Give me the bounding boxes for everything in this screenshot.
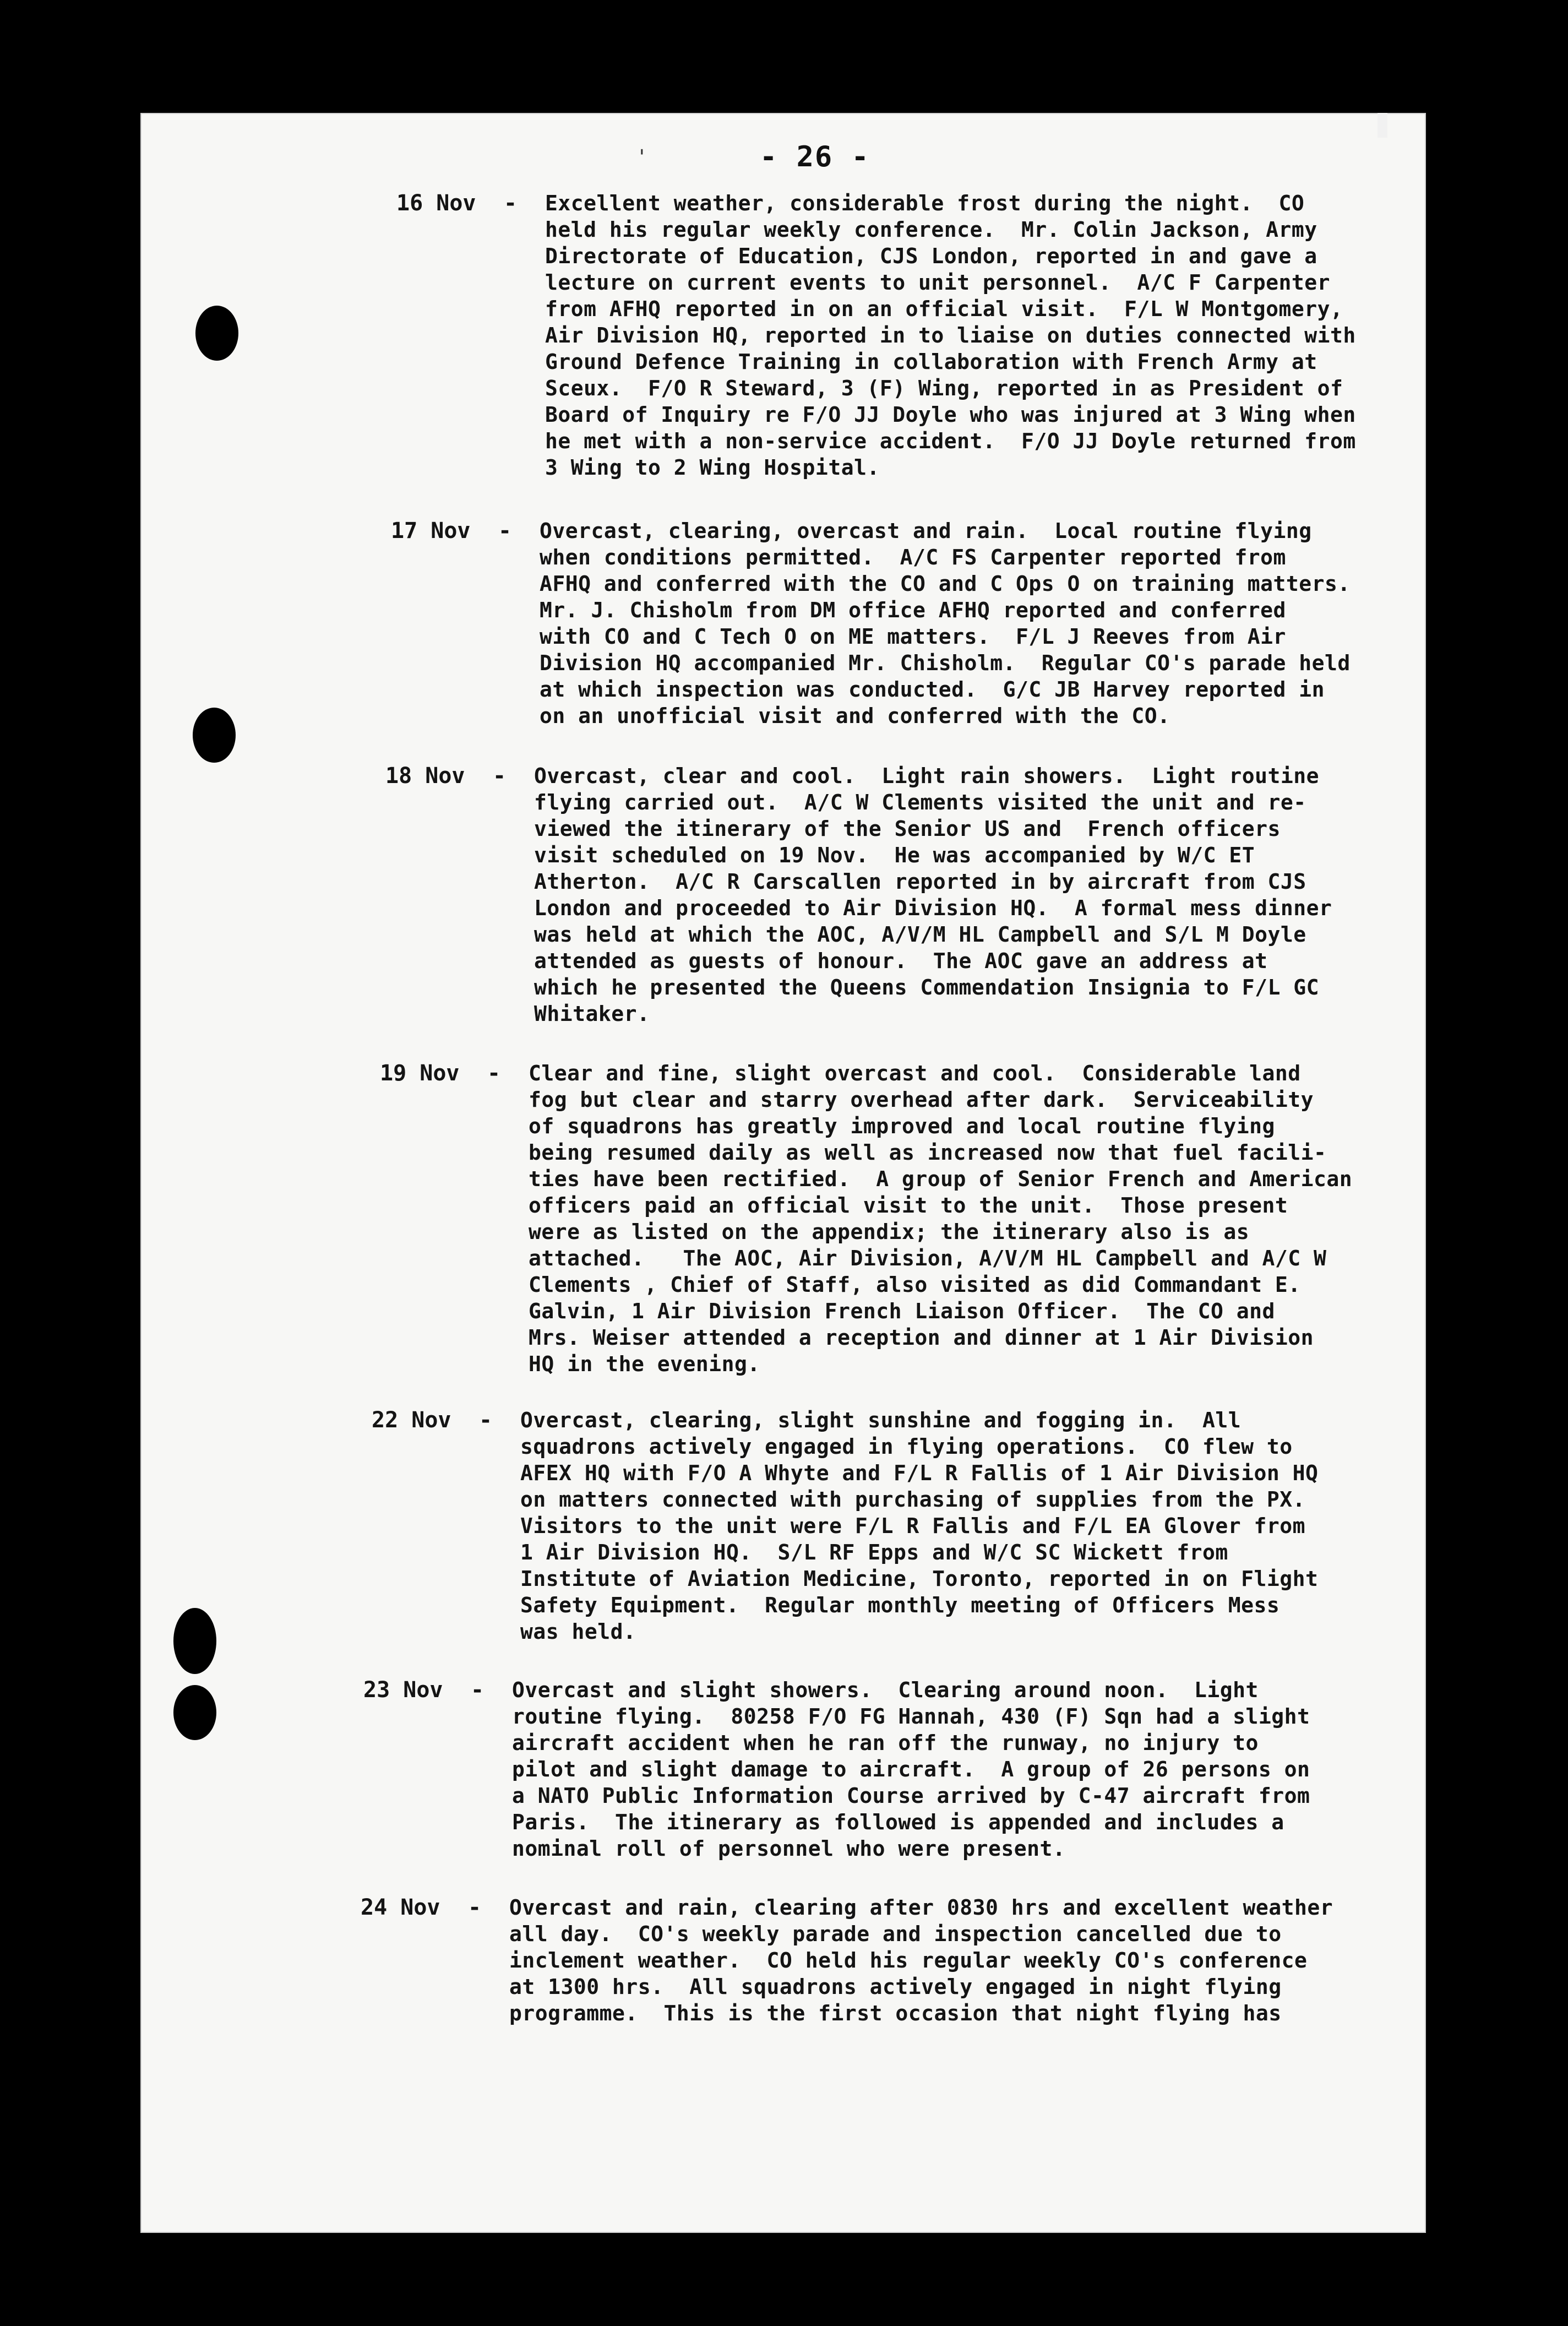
entry-text: Overcast, clear and cool. Light rain showers. Light routine flying carried out. A/C W Clements visited the unit and re- viewed the itinerary of the Senior US and French officers visit scheduled on 19 Nov. He was accompanied by W/C ET Atherton. A/C R Carscallen reported in by aircraft from CJS London and proceeded to Air Division HQ. A formal mess dinner was held at which the AOC, A/V/M HL Campbell and S/L M Doyle attended as guests of honour. The AOC gave an address at which he presented the Queens Commendation Insignia to F/L GC Whitaker. — [534, 764, 1332, 1026]
punch-hole — [193, 708, 236, 763]
entry-dash: - — [487, 1061, 501, 1086]
entry-date: 23 Nov — [363, 1677, 443, 1703]
entry-text: Overcast, clearing, slight sunshine and fogging in. All squadrons actively engaged in flying operations. CO flew to AFEX HQ with F/O A Whyte and F/L R Fallis of 1 Air Division HQ on matters connected with purchasing of supplies from the PX. Visitors to the unit were F/L R Fallis and F/L EA Glover from 1 Air Division HQ. S/L RF Epps and W/C SC Wickett from Institute of Aviation Medicine, Toronto, reported in on Flight Safety Equipment. Regular monthly meeting of Officers Mess was held. — [520, 1408, 1319, 1644]
entry-date: 19 Nov — [380, 1061, 460, 1086]
entry-dash: - — [468, 1895, 482, 1920]
entry-date: 17 Nov — [391, 518, 471, 544]
punch-hole — [195, 306, 238, 361]
margin-mark: ' — [636, 146, 648, 169]
entry-dash: - — [493, 763, 507, 789]
document-page — [140, 113, 1426, 2233]
entry-text: Excellent weather, considerable frost during the night. CO held his regular weekly conference. Mr. Colin Jackson, Army Directorate of Education, CJS London, reported in and gave a lecture on current events to unit personnel. A/C F Carpenter from AFHQ reported in on an official visit. F/L W Montgomery, Air Division HQ, reported in to liaise on duties connected with Ground Defence Training in collaboration with French Army at Sceux. F/O R Steward, 3 (F) Wing, reported in as President of Board of Inquiry re F/O JJ Doyle who was injured at 3 Wing when he met with a non-service accident. F/O JJ Doyle returned from 3 Wing to 2 Wing Hospital. — [545, 191, 1356, 480]
punch-hole — [173, 1608, 216, 1674]
entry-text: Clear and fine, slight overcast and cool. Considerable land fog but clear and starry overhead after dark. Serviceability of squadrons has greatly improved and local routine flying being resumed daily as well as increased now that fuel facili- ties have been rectified. A group of Senior French and American officers paid an official visit to the unit. Those present were as listed on the appendix; the itinerary also is as attached. The AOC, Air Division, A/V/M HL Campbell and A/C W Clements , Chief of Staff, also visited as did Commandant E. Galvin, 1 Air Division French Liaison Officer. The CO and Mrs. Weiser attended a reception and dinner at 1 Air Division HQ in the evening. — [529, 1061, 1353, 1376]
entry-dash: - — [504, 191, 518, 216]
entry-date: 16 Nov — [396, 191, 476, 216]
page-number: - 26 - — [760, 140, 870, 173]
film-edge — [1378, 113, 1387, 138]
punch-hole — [173, 1685, 216, 1740]
entry-text: Overcast, clearing, overcast and rain. Local routine flying when conditions permitted. A/C FS Carpenter reported from AFHQ and conferred with the CO and C Ops O on training matters. Mr. J. Chisholm from DM office AFHQ reported and conferred with CO and C Tech O on ME matters. F/L J Reeves from Air Division HQ accompanied Mr. Chisholm. Regular CO's parade held at which inspection was conducted. G/C JB Harvey reported in on an unofficial visit and conferred with the CO. — [540, 519, 1351, 728]
entry-dash: - — [498, 518, 512, 544]
entry-date: 18 Nov — [385, 763, 465, 789]
entry-date: 24 Nov — [361, 1895, 440, 1920]
entry-text: Overcast and slight showers. Clearing around noon. Light routine flying. 80258 F/O FG Hannah, 430 (F) Sqn had a slight aircraft accident when he ran off the runway, no injury to pilot and slight damage to aircraft. A group of 26 persons on a NATO Public Information Course arrived by C-47 aircraft from Paris. The itinerary as followed is appended and includes a nominal roll of personnel who were present. — [512, 1678, 1310, 1861]
entry-dash: - — [471, 1677, 484, 1703]
entry-date: 22 Nov — [372, 1407, 451, 1433]
entry-dash: - — [479, 1407, 493, 1433]
entry-text: Overcast and rain, clearing after 0830 hrs and excellent weather all day. CO's weekly parade and inspection cancelled due to inclement weather. CO held his regular weekly CO's conference at 1300 hrs. All squadrons actively engaged in night flying programme. This is the first occasion that night flying has — [509, 1895, 1333, 2025]
